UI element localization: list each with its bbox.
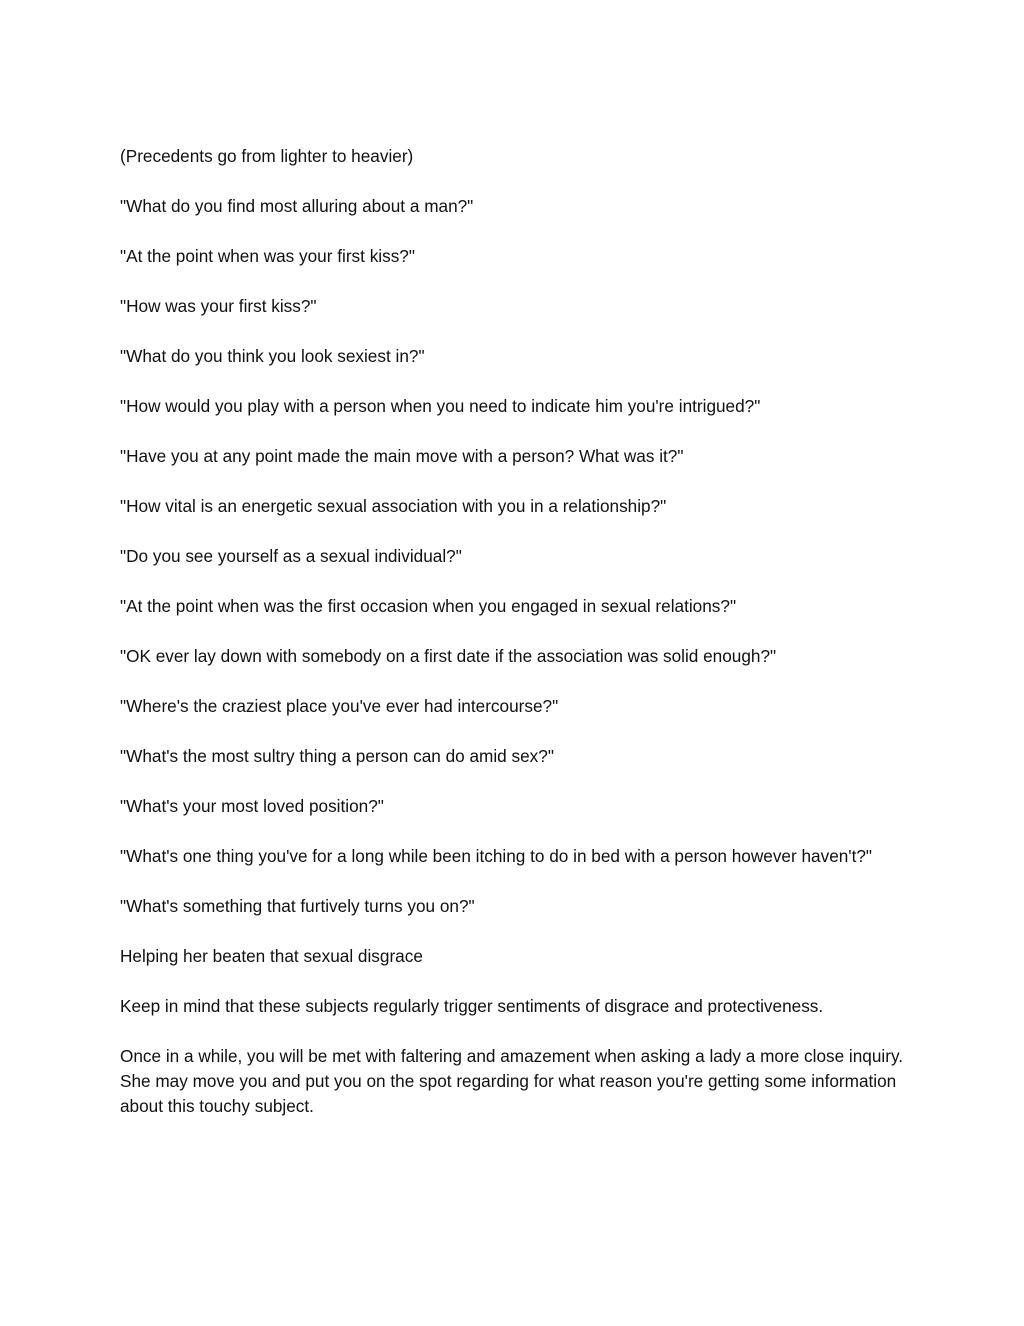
paragraph-section-heading: Helping her beaten that sexual disgrace: [120, 946, 423, 966]
paragraph-body: Keep in mind that these subjects regularly trigger sentiments of disgrace and protectiveness.: [120, 996, 824, 1016]
paragraph-question: "At the point when was your first kiss?": [120, 246, 415, 266]
document-body: [120, 144, 910, 1144]
paragraph-question: "How was your first kiss?": [120, 296, 317, 316]
paragraph-question: "Do you see yourself as a sexual individual?": [120, 546, 462, 566]
paragraph-question: "What's something that furtively turns you on?": [120, 896, 475, 916]
paragraph-question: "Where's the craziest place you've ever had intercourse?": [120, 696, 559, 716]
paragraph-question: "What do you find most alluring about a man?": [120, 196, 474, 216]
paragraph-question: "OK ever lay down with somebody on a first date if the association was solid enough?": [120, 646, 777, 666]
paragraph-question: "What's your most loved position?": [120, 796, 384, 816]
paragraph-question: "At the point when was the first occasion when you engaged in sexual relations?": [120, 596, 737, 616]
paragraph-question: "How vital is an energetic sexual association with you in a relationship?": [120, 496, 667, 516]
paragraph-question: "What's one thing you've for a long while been itching to do in bed with a person however haven't?": [120, 846, 873, 866]
paragraph-question: "What's the most sultry thing a person can do amid sex?": [120, 746, 554, 766]
paragraph-intro: (Precedents go from lighter to heavier): [120, 146, 414, 166]
paragraph-question: "What do you think you look sexiest in?": [120, 346, 425, 366]
paragraph-question: "How would you play with a person when you need to indicate him you're intrigued?": [120, 396, 761, 416]
paragraph-body: Once in a while, you will be met with faltering and amazement when asking a lady a more close inquiry. She may move you and put you on the spot regarding for what reason you're getting some information about this touchy subject.: [120, 1046, 904, 1116]
paragraph-question: "Have you at any point made the main move with a person? What was it?": [120, 446, 684, 466]
